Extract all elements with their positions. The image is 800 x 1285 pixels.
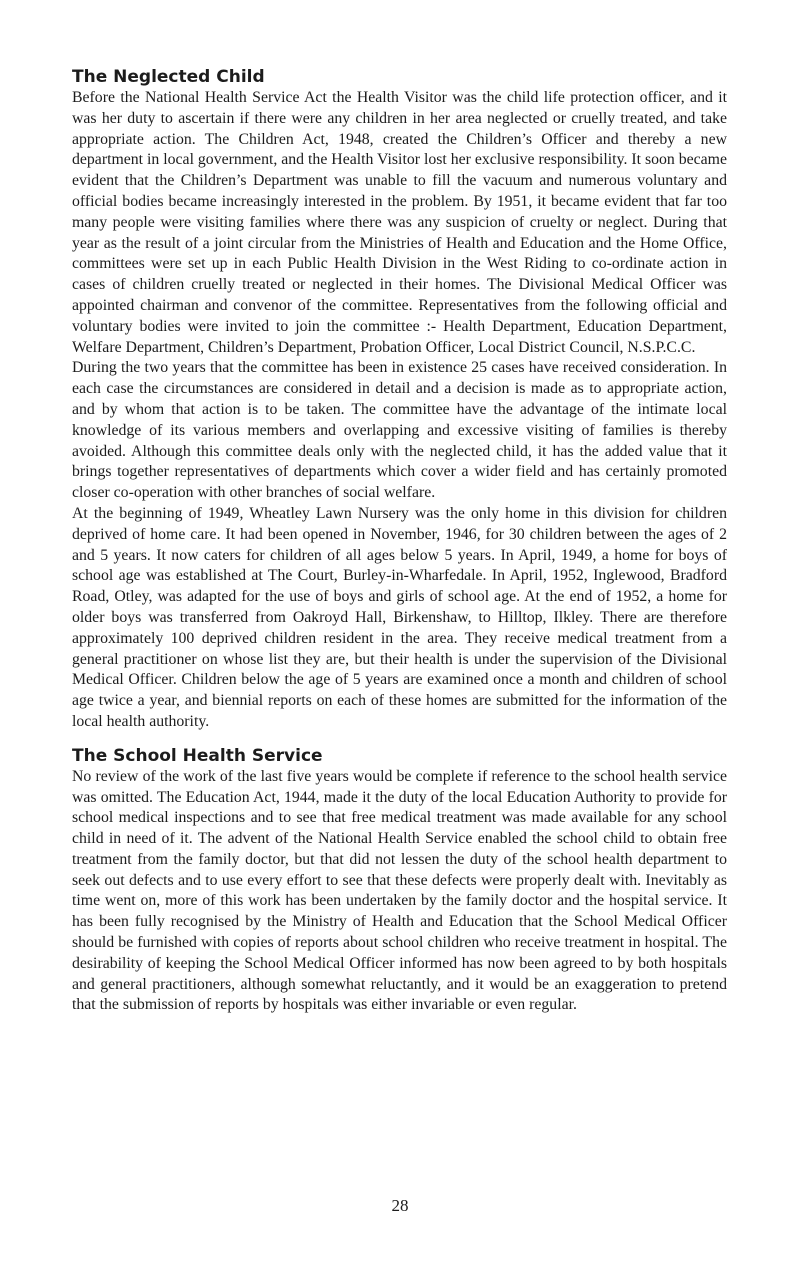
page-number: 28 [391,1196,409,1215]
section-heading-neglected-child: The Neglected Child [72,67,265,87]
paragraph-neglected-child-3: At the beginning of 1949, Wheatley Lawn Nursery was the only home in this division for children deprived of home care. It had been opened in November, 1946, for 30 children between the ages of 2 and 5 years. It now caters for children of all ages below 5 years. In April, 1949, a home for boys of school age was established at The Court, Burley-in-Wharfedale. In April, 1952, Inglewood, Bradford Road, Otley, was adapted for the use of boys and girls of school age. At the end of 1952, a home for older boys was transferred from Oakroyd Hall, Birkenshaw, to Hilltop, Ilkley. There are therefore approximately 100 deprived children resident in the area. They receive medical treatment from a general practitioner on whose list they are, but their health is under the supervision of the Divisional Medical Officer. Children below the age of 5 years are examined once a month and children of school age twice a year, and biennial reports on each of these homes are submitted for the information of the local health authority. [72,504,727,730]
section-spacer [72,733,727,745]
section-heading-school-health-service: The School Health Service [72,745,323,766]
paragraph-school-health-1: No review of the work of the last five years would be complete if reference to the school health service was omitted. The Education Act, 1944, made it the duty of the local Education Authority to provide for school medical inspections and to see that free medical treatment was made available for any school child in need of it. The advent of the National Health Service enabled the school child to obtain free treatment from the family doctor, but that did not lessen the duty of the school health department to seek out defects and to use every effort to see that these defects were properly dealt with. Inevitably as time went on, more of this work has been undertaken by the family doctor and the hospital service. It has been fully recognised by the Ministry of Health and Education that the School Medical Officer should be furnished with copies of reports about school children who receive treatment in hospital. The desirability of keeping the School Medical Officer informed has now been agreed to by both hospitals and general practitioners, although somewhat reluctantly, and it would be an exaggeration to pretend that the submission of reports by hospitals was either invariable or even regular. [72,767,727,1014]
paragraph-neglected-child-2: During the two years that the committee has been in existence 25 cases have received consideration. In each case the circumstances are considered in detail and a decision is made as to appropriate action, and by whom that action is to be taken. The committee have the advantage of the intimate local knowledge of its various members and overlapping and excessive visiting of families is thereby avoided. Although this committee deals only with the neglected child, it has the added value that it brings together representatives of departments which cover a wider field and has certainly promoted closer co-operation with other branches of social welfare. [72,359,727,502]
paragraph-neglected-child-1: Before the National Health Service Act the Health Visitor was the child life protection officer, and it was her duty to ascertain if there were any children in her area neglected or cruelly treated, and take appropriate action. The Children Act, 1948, created the Children’s Officer and thereby a new department in local government, and the Health Visitor lost her exclusive responsibility. It soon became evident that the Children’s Department was unable to fill the vacuum and numerous voluntary and official bodies became increasingly interested in the problem. By 1951, it became evident that far too many people were visiting families where there was any suspicion of cruelty or neglect. During that year as the result of a joint circular from the Ministries of Health and Education and the Home Office, committees were set up in each Public Health Division in the West Riding to co-ordinate action in cases of children cruelly treated or neglected in their homes. The Divisional Medical Officer was appointed chairman and convenor of the committee. Representatives from the following official and voluntary bodies were invited to join the committee :- Health Department, Education Department, Welfare Department, Children’s Department, Probation Officer, Local District Council, N.S.P.C.C. [72,89,727,356]
document-page [72,66,727,1016]
